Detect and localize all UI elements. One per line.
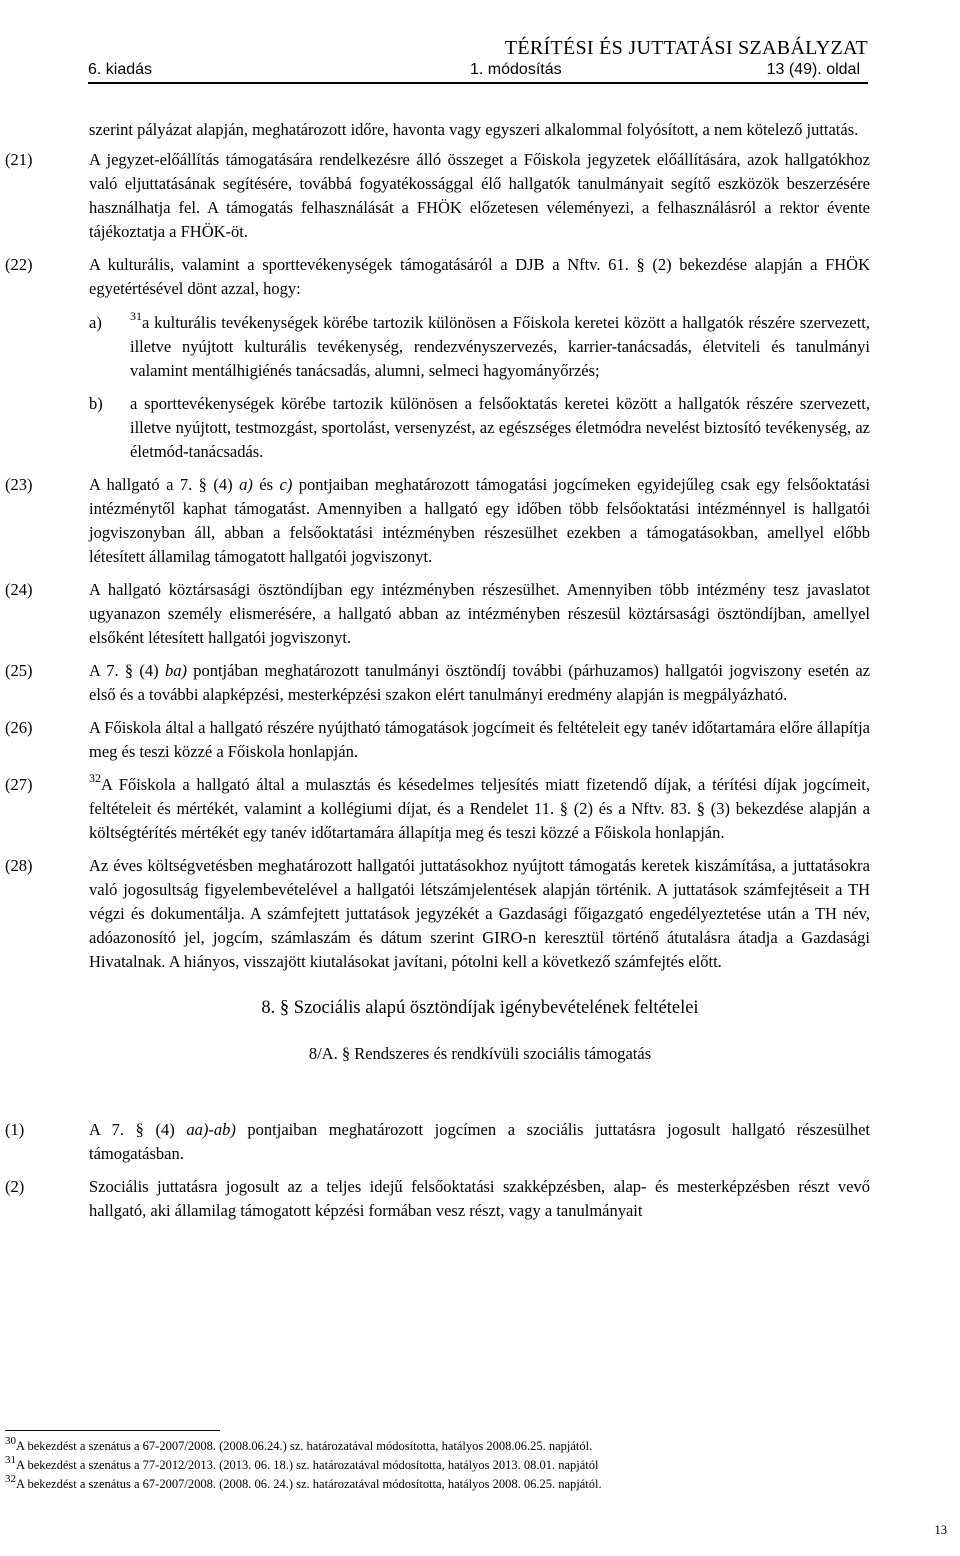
paragraph-number: (24)	[5, 580, 33, 599]
paragraph-emphasis: c)	[279, 475, 293, 494]
paragraph-text: pontjában meghatározott tanulmányi ösztöndíj további (párhuzamos) hallgatói jogviszony esetén az első és a további alapképzési, mesterképzési szakon elért tanulmányi eredmény alapján is megpályázható.	[89, 661, 870, 704]
footnotes	[5, 1437, 885, 1494]
paragraph-number: (22)	[5, 255, 33, 274]
paragraph-22	[0, 253, 870, 301]
paragraph-text: szerint pályázat alapján, meghatározott időre, havonta vagy egyszeri alkalommal folyósított, a nem kötelező juttatás.	[89, 120, 859, 139]
paragraph-number: (25)	[5, 661, 33, 680]
paragraph-number: (1)	[5, 1120, 25, 1139]
paragraph-21	[0, 148, 870, 244]
modification-label: 1. módosítás	[470, 61, 562, 78]
paragraph-text: A 7. § (4)	[89, 661, 165, 680]
subitem-label: b)	[89, 394, 103, 413]
edition-label: 6. kiadás	[88, 61, 153, 78]
page-label: 13 (49). oldal	[766, 61, 860, 78]
paragraph-number: (27)	[5, 775, 33, 794]
subitem-a	[0, 311, 870, 383]
footnote-text: A bekezdést a szenátus a 77-2012/2013. (2013. 06. 18.) sz. határozatával módosította, hatályos 2013. 08.01. napjától	[16, 1458, 599, 1472]
section-paragraph-2	[0, 1175, 870, 1223]
paragraph-27	[0, 773, 870, 845]
paragraph-text: pontjaiban meghatározott támogatási jogcímeken egyidejűleg csak egy felsőoktatási intézménytől kaphat támogatást. Amennyiben a hallgató egy időben több felsőoktatási intézménnyel is hallgatói jogviszonyban áll, abban a felsőoktatási intézményben részesülhet ezekben a támogatásokban, amellyel előbb létesített államilag támogatott hallgatói jogviszonyt.	[89, 475, 870, 566]
paragraph-emphasis: ba)	[164, 661, 187, 680]
paragraph-number: (21)	[5, 150, 33, 169]
paragraph-text: A 7. § (4)	[89, 1120, 187, 1139]
footnote-text: A bekezdést a szenátus a 67-2007/2008. (2008.06.24.) sz. határozatával módosította, hatályos 2008.06.25. napjától.	[16, 1439, 593, 1453]
footnote-ref: 32	[89, 771, 101, 785]
subitem-text: a sporttevékenységek körébe tartozik különösen a felsőoktatás keretei között a hallgatók részére szervezett, illetve nyújtott, testmozgást, sportolást, versenyzést, az egészséges életmódra nevelést biztosító tevékenység, az életmód-tanácsadás.	[130, 394, 870, 461]
paragraph-number: (28)	[5, 856, 33, 875]
footnote-32	[5, 1475, 885, 1494]
paragraph-text: A hallgató köztársasági ösztöndíjban egy intézményben részesülhet. Amennyiben több intézmény tesz javaslatot ugyanazon személy elismerésére, a hallgató abban az intézményben részesül köztársasági ösztöndíjban, amellyel elsőként létesített hallgatói jogviszonyt.	[89, 580, 870, 647]
header-meta-row	[88, 60, 868, 84]
paragraph-text: pontjaiban meghatározott jogcímen a szociális juttatásra jogosult hallgató részesülhet támogatásban.	[89, 1120, 870, 1163]
paragraph-number: (26)	[5, 718, 33, 737]
paragraph-text: Szociális juttatásra jogosult az a teljes idejű felsőoktatási szakképzésben, alap- és mesterképzésben részt vevő hallgató, aki államilag támogatott képzési formában vesz részt, vagy a tanulmányait	[89, 1177, 870, 1220]
document-body	[0, 118, 960, 1223]
footnote-text: A bekezdést a szenátus a 67-2007/2008. (2008. 06. 24.) sz. határozatával módosította, hatályos 2008. 06.25. napjától.	[16, 1477, 602, 1491]
paragraph-text: és	[252, 475, 280, 494]
footnote-number: 30	[5, 1435, 16, 1447]
paragraph-23	[0, 473, 870, 569]
paragraph-text: A jegyzet-előállítás támogatására rendelkezésre álló összeget a Főiskola jegyzetek előállítására, azok hallgatókhoz való eljuttatásának segítésére, továbbá fogyatékossággal élő hallgatók tanulmányait segítő eszközök beszerzésére használhatja fel. A támogatás felhasználását a FHÖK előzetesen véleményezi, a felhasználásról a rektor évente tájékoztatja a FHÖK-öt.	[89, 150, 870, 241]
paragraph-number: (2)	[5, 1177, 25, 1196]
footnote-number: 31	[5, 1454, 16, 1466]
footnote-30	[5, 1437, 885, 1456]
subitem-b	[0, 392, 870, 464]
paragraph-emphasis: a)	[239, 475, 253, 494]
paragraph-text: A Főiskola által a hallgató részére nyújtható támogatások jogcímeit és feltételeit egy tanév időtartamára előre állapítja meg és teszi közzé a Főiskola honlapján.	[89, 718, 870, 761]
document-title: TÉRÍTÉSI ÉS JUTTATÁSI SZABÁLYZAT	[504, 37, 868, 59]
paragraph-text: A hallgató a 7. § (4)	[89, 475, 240, 494]
continuation-paragraph	[0, 118, 870, 142]
paragraph-26	[0, 716, 870, 764]
paragraph-emphasis: aa)-ab)	[186, 1120, 236, 1139]
footnote-ref: 31	[130, 309, 142, 323]
paragraph-24	[0, 578, 870, 650]
footnote-number: 32	[5, 1473, 16, 1485]
paragraph-text: Az éves költségvetésben meghatározott hallgatói juttatásokhoz nyújtott támogatás keretek kiszámítása, a juttatásokra való jogosultság figyelembevételével a hallgatói létszámjelentések alapján történik. A juttatások számfejtéseit a TH végzi és dokumentálja. A számfejtett juttatások jegyzékét a Gazdasági főigazgató engedélyeztetése után a TH név, adóazonosító jel, jogcím, számlaszám és dátum szerint GIRO-n keresztül történő átutalásra átadja a Gazdasági Hivatalnak. A hiányos, visszajött kiutalásokat javítani, pótolni kell a következő számfejtés előtt.	[89, 856, 870, 971]
paragraph-text: A kulturális, valamint a sporttevékenységek támogatásáról a DJB a Nftv. 61. § (2) bekezdése alapján a FHÖK egyetértésével dönt azzal, hogy:	[89, 255, 870, 298]
section-subheading: 8/A. § Rendszeres és rendkívüli szociális támogatás	[308, 1044, 652, 1063]
subitem-text: a kulturális tevékenységek körébe tartozik különösen a Főiskola keretei között a hallgatók részére szervezett, illetve nyújtott kulturális tevékenység, rendezvényszervezés, karrier-tanácsadás, életviteli és tanulmányi valamint mentálhigiénés tanácsadás, alumni, selmeci hagyományőrzés;	[130, 313, 870, 380]
paragraph-number: (23)	[5, 475, 33, 494]
section-paragraph-1	[0, 1118, 870, 1166]
page-header	[88, 36, 868, 84]
page-number: 13	[934, 1523, 947, 1537]
paragraph-28	[0, 854, 870, 974]
footnote-divider	[5, 1430, 220, 1431]
footnote-31	[5, 1456, 885, 1475]
paragraph-text: A Főiskola a hallgató által a mulasztás és késedelmes teljesítés miatt fizetendő díjak, a térítési díjak jogcímeit, feltételeit és mértékét, valamint a kollégiumi díjat, és a Rendelet 11. § (2) és a Nftv. 83. § (3) bekezdése alapján a költségtérítés mértékét egy tanév időtartamára állapítja meg és teszi közzé a Főiskola honlapján.	[89, 775, 870, 842]
section-heading: 8. § Szociális alapú ösztöndíjak igénybevételének feltételei	[261, 998, 699, 1018]
paragraph-25	[0, 659, 870, 707]
subitem-label: a)	[89, 313, 102, 332]
